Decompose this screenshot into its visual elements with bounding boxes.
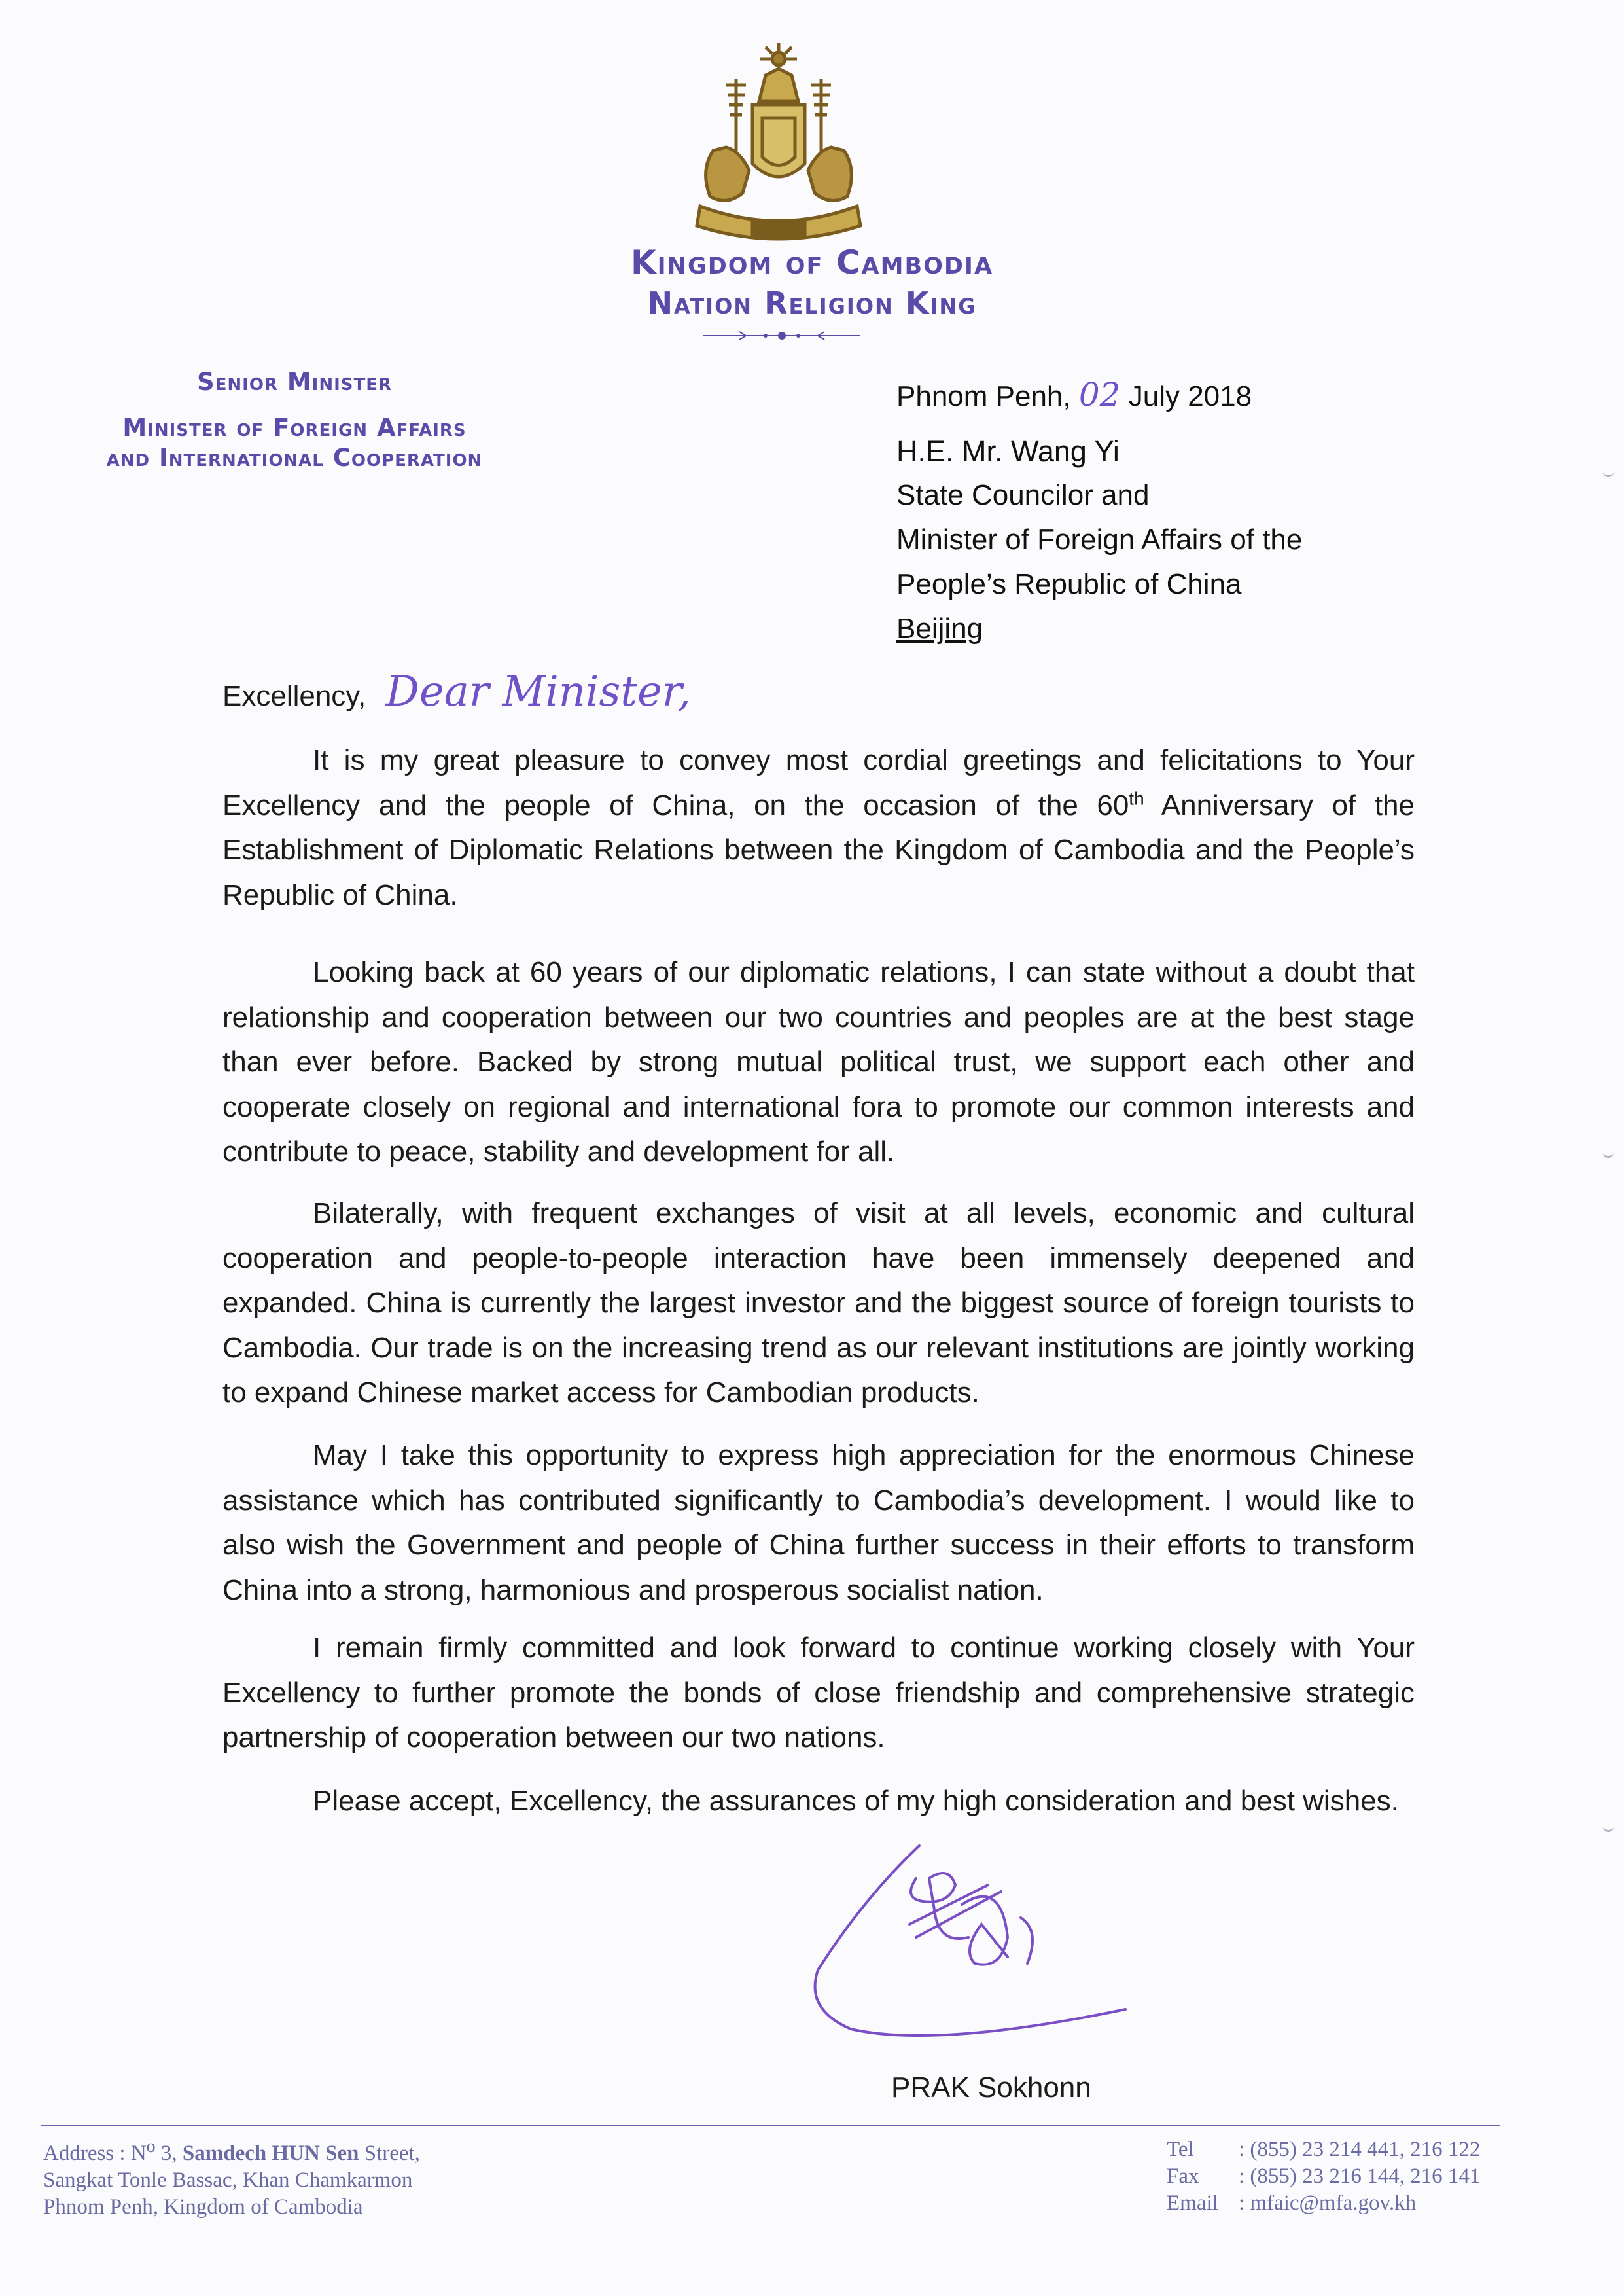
address-line-1 [43,2136,420,2167]
recipient-city: Beijing [896,613,983,645]
recipient-title-1: State Councilor and [896,479,1150,511]
address-street: Samdech HUN Sen [182,2142,359,2165]
footer-address [43,2136,420,2221]
margin-mark [1603,471,1614,477]
sender-title-3: and International Cooperation [106,444,483,472]
address-street-suffix: Street, [359,2142,420,2165]
paragraph-1-part-b: Anniversary of the Establishment of Diplomatic Relations between the Kingdom of Cambodia and the People’s Republic of China. [222,789,1415,911]
paragraph-3-text: Bilaterally, with frequent exchanges of visit at all levels, economic and cultural cooperation and people-to-people interaction have been immensely deepened and expanded. China is currently the largest investor and the biggest source of foreign tourists to Cambodia. Our trade is on the increasing trend as our relevant institutions are jointly working to expand Chinese market access for Cambodian products. [222,1197,1415,1408]
address-line-3: Phnom Penh, Kingdom of Cambodia [43,2195,363,2219]
paragraph-1-superscript: th [1129,787,1144,808]
signatory-name: PRAK Sokhonn [891,2072,1091,2104]
motto-heading: Nation Religion King [647,285,977,321]
handwritten-signature [805,1839,1145,2049]
sender-title-2: Minister of Foreign Affairs [122,414,467,442]
body-paragraph-4 [222,1433,1415,1613]
paragraph-5-text: I remain firmly committed and look forward to continue working closely with Your Excellency to further promote the bonds of close friendship and comprehensive strategic partnership of cooperation between our two nations. [222,1632,1415,1753]
margin-mark [1603,1152,1614,1158]
address-line-2: Sangkat Tonle Bassac, Khan Chamkarmon [43,2168,413,2192]
recipient-name: H.E. Mr. Wang Yi [896,435,1120,468]
divider-ornament [700,329,864,342]
address-number: 3, [155,2142,183,2165]
address-label: Address : N [43,2142,147,2165]
salutation [222,668,691,716]
body-paragraph-3 [222,1191,1415,1416]
paragraph-4-text: May I take this opportunity to express high appreciation for the enormous Chinese assistance which has contributed significantly to Cambodia’s development. I would like to also wish the Government and people of China further success in their efforts to transform China into a strong, harmonious and prosperous socialist nation. [222,1439,1415,1606]
salutation-text: Excellency, [222,680,366,712]
fax-label: Fax [1167,2164,1199,2188]
recipient-title-2: Minister of Foreign Affairs of the [896,524,1303,556]
paragraph-2-text: Looking back at 60 years of our diplomatic relations, I can state without a doubt that relationship and cooperation between our two countries and peoples are at the best stage than ever before. Backed by strong mutual political trust, we support each other and cooperate closely on regional and international fora to promote our common interests and contribute to peace, stability and development for all. [222,956,1415,1168]
recipient-title-3: People’s Republic of China [896,568,1242,600]
email-value: : mfaic@mfa.gov.kh [1239,2191,1417,2215]
email-label: Email [1167,2191,1218,2215]
fax-line [1167,2163,1480,2190]
fax-value: : (855) 23 216 144, 216 141 [1239,2164,1481,2188]
address-number-superscript: o [146,2136,156,2157]
margin-mark [1603,1826,1614,1832]
body-paragraph-1 [222,738,1415,918]
date-month-year: July 2018 [1128,380,1252,412]
body-paragraph-6 [222,1779,1415,1824]
sender-title-1: Senior Minister [196,368,392,396]
country-heading: Kingdom of Cambodia [630,243,994,281]
footer-divider [41,2125,1500,2126]
royal-arms-emblem [674,39,883,255]
paragraph-6-text: Please accept, Excellency, the assurances of my high consideration and best wishes. [313,1785,1399,1817]
date-day-handwritten: 02 [1078,376,1121,414]
tel-line [1167,2136,1480,2163]
date-city: Phnom Penh, [896,380,1071,412]
tel-value: : (855) 23 214 441, 216 122 [1239,2138,1481,2161]
body-paragraph-2 [222,950,1415,1175]
email-line [1167,2190,1480,2217]
footer-contact [1167,2136,1480,2217]
dateline [896,376,1252,414]
salutation-handwritten: Dear Minister, [385,668,691,716]
body-paragraph-5 [222,1626,1415,1761]
paragraph-1-part-a: It is my great pleasure to convey most cordial greetings and felicitations to Your Excellency and the people of China, on the occasion of the 60 [222,744,1415,821]
tel-label: Tel [1167,2138,1194,2161]
